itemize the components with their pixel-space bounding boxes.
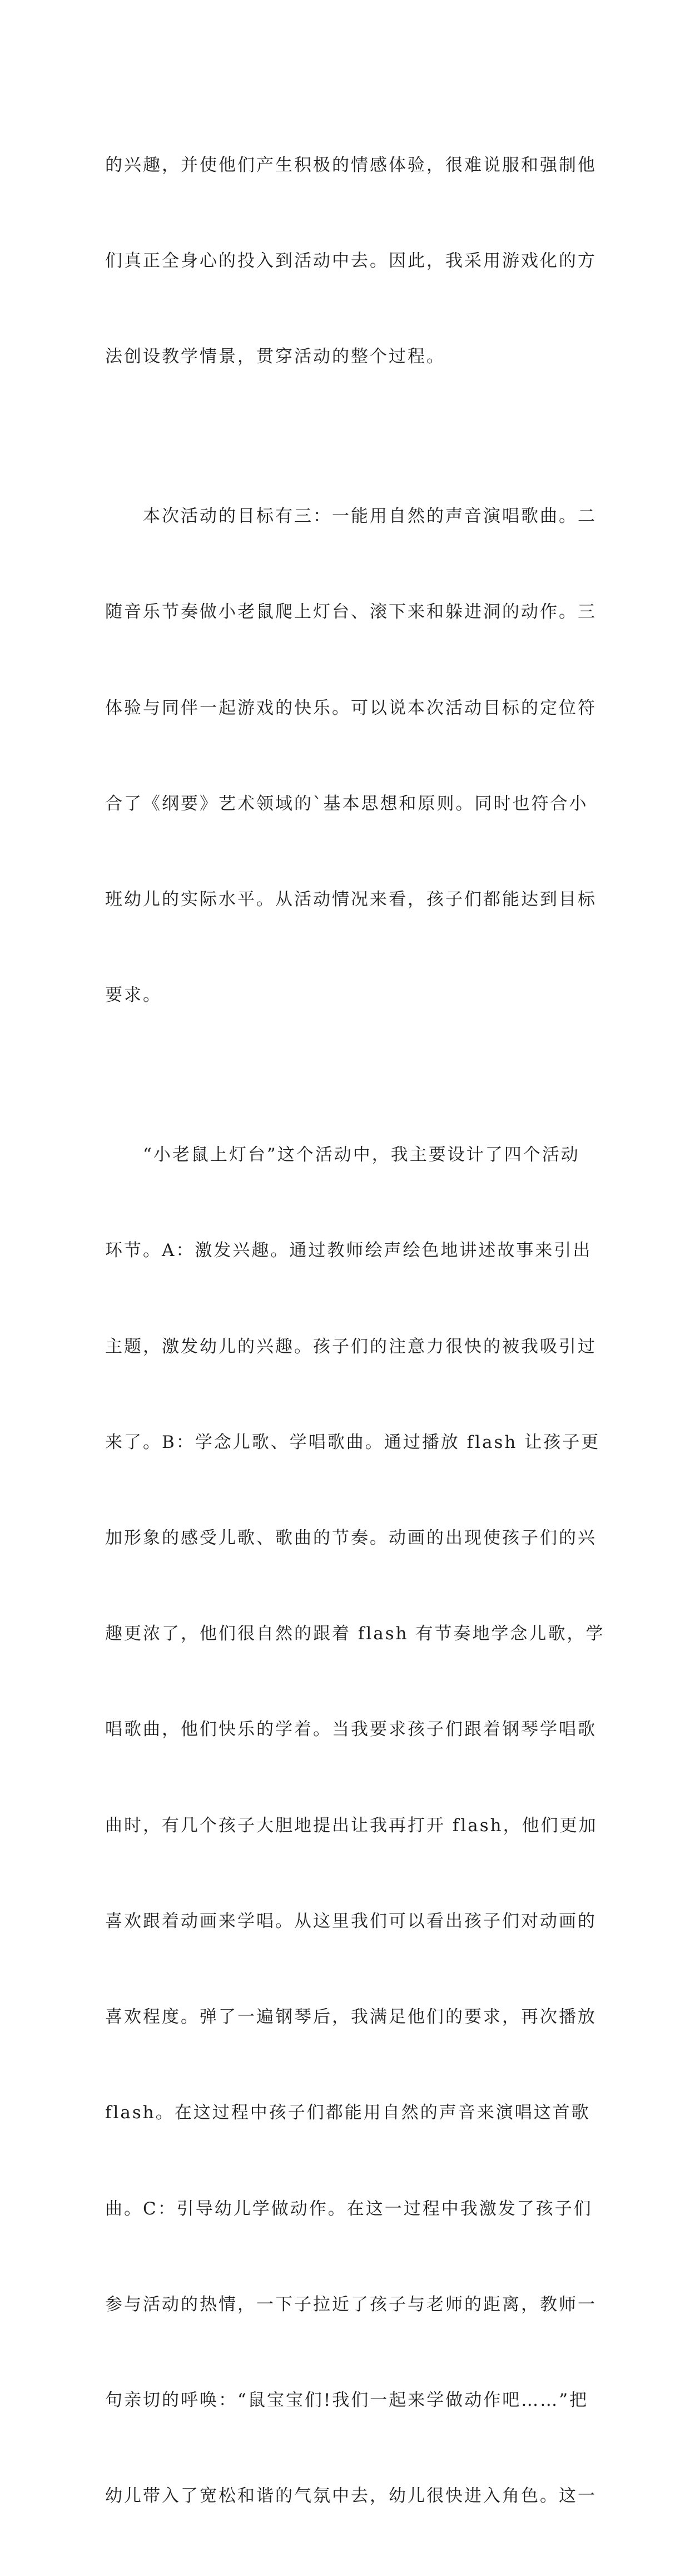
- text-line: 主题，激发幼儿的兴趣。孩子们的注意力很快的被我吸引过: [105, 1336, 597, 1357]
- text-line: 班幼儿的实际水平。从活动情况来看，孩子们都能达到目标: [105, 889, 597, 910]
- text-line: 合了《纲要》艺术领域的`基本思想和原则。同时也符合小: [105, 793, 588, 814]
- text-line: 来了。B：学念儿歌、学唱歌曲。通过播放 flash 让孩子更: [105, 1432, 600, 1452]
- text-line: 的兴趣，并使他们产生积极的情感体验，很难说服和强制他: [105, 155, 597, 175]
- text-line: 唱歌曲，他们快乐的学着。当我要求孩子们跟着钢琴学唱歌: [105, 1719, 597, 1740]
- text-line: 要求。: [105, 985, 162, 1006]
- text-line: 曲时，有几个孩子大胆地提出让我再打开 flash，他们更加: [105, 1815, 598, 1836]
- text-line: 喜欢跟着动画来学唱。从这里我们可以看出孩子们对动画的: [105, 1911, 597, 1931]
- text-line: 本次活动的目标有三：一能用自然的声音演唱歌曲。二: [105, 506, 597, 527]
- text-line: 法创设教学情景，贯穿活动的整个过程。: [105, 347, 445, 367]
- paragraph-1: [105, 86, 597, 437]
- text-line: 随音乐节奏做小老鼠爬上灯台、滚下来和躲进洞的动作。三: [105, 602, 597, 622]
- body-text: [105, 86, 605, 2576]
- text-line: 曲。C：引导幼儿学做动作。在这一过程中我激发了孩子们: [105, 2198, 593, 2219]
- text-line: 体验与同伴一起游戏的快乐。可以说本次活动目标的定位符: [105, 698, 597, 718]
- paragraph-3: [105, 1075, 605, 2576]
- text-line: “小老鼠上灯台”这个活动中，我主要设计了四个活动: [105, 1145, 580, 1165]
- text-line: 加形象的感受儿歌、歌曲的节奏。动画的出现使孩子们的兴: [105, 1528, 597, 1549]
- text-line: 句亲切的呼唤：“鼠宝宝们!我们一起来学做动作吧……”把: [105, 2390, 589, 2410]
- paragraph-2: [105, 437, 597, 1075]
- text-line: 环节。A：激发兴趣。通过教师绘声绘色地讲述故事来引出: [105, 1240, 592, 1261]
- text-line: flash。在这过程中孩子们都能用自然的声音来演唱这首歌: [105, 2103, 590, 2123]
- text-line: 幼儿带入了宽松和谐的气氛中去，幼儿很快进入角色。这一: [105, 2486, 597, 2506]
- text-line: 喜欢程度。弹了一遍钢琴后，我满足他们的要求，再次播放: [105, 2007, 597, 2028]
- text-line: 趣更浓了，他们很自然的跟着 flash 有节奏地学念儿歌，学: [105, 1624, 605, 1644]
- text-line: 参与活动的热情，一下子拉近了孩子与老师的距离，教师一: [105, 2294, 597, 2315]
- text-line: 们真正全身心的投入到活动中去。因此，我采用游戏化的方: [105, 251, 597, 271]
